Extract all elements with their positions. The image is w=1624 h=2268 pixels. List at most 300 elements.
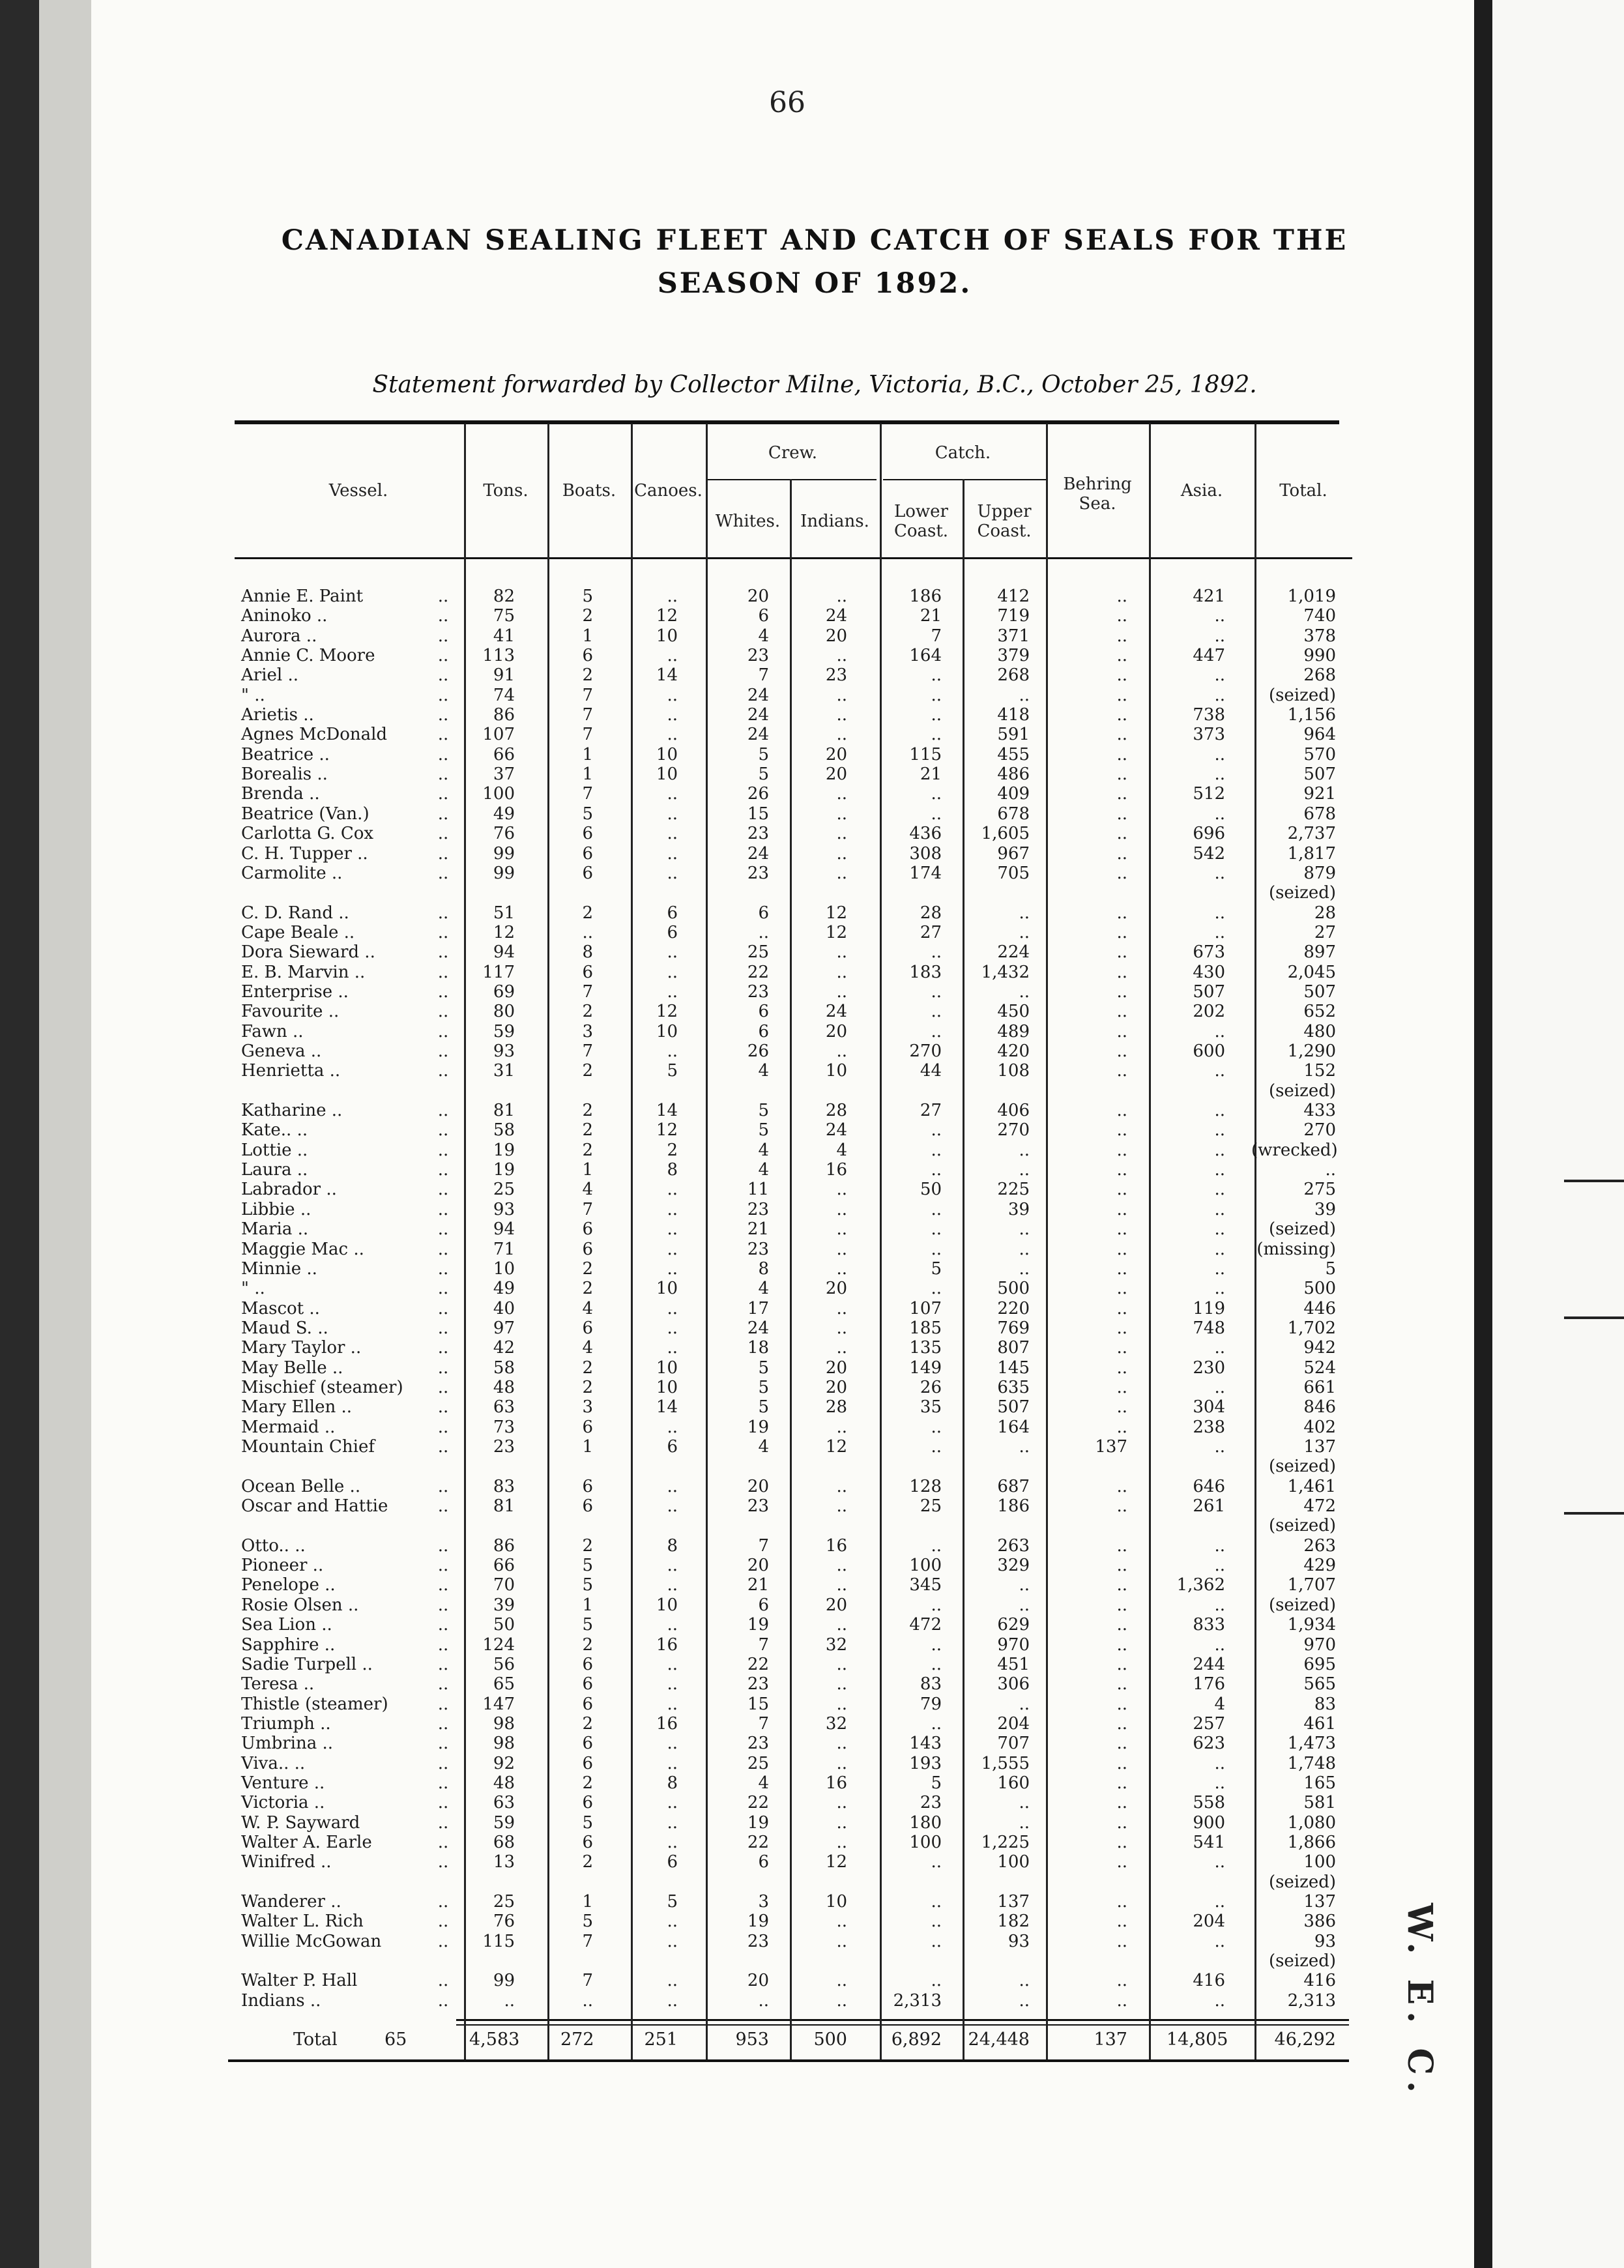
lower-coast-cell: 174 [909,864,942,883]
indians-cell: 4 [836,1141,847,1160]
lower-coast-cell: 436 [909,824,942,843]
asia-cell: .. [1214,1991,1225,2011]
tons-cell: 10 [493,1259,515,1279]
vessel-name: Sea Lion .. [241,1615,332,1635]
upper-coast-cell: .. [1019,1141,1030,1160]
tons-cell: 25 [493,1892,515,1912]
tons-cell: 59 [493,1813,515,1833]
upper-coast-cell: 807 [997,1338,1030,1358]
upper-coast-cell: .. [1019,1575,1030,1595]
lower-coast-cell: 5 [931,1259,942,1279]
leader-dots: .. [437,1240,449,1259]
asia-cell: .. [1214,1338,1225,1358]
indians-cell: .. [836,1575,847,1595]
total-cell: 897 [1303,942,1336,962]
canoes-cell: .. [667,804,678,824]
tons-cell: 71 [493,1240,515,1259]
leader-dots: .. [437,646,449,665]
tons-cell: 12 [493,923,515,942]
total-cell: 1,473 [1287,1734,1336,1753]
indians-cell: 24 [825,1120,847,1140]
boats-cell: 6 [582,1833,593,1852]
total-boats: 272 [560,2029,594,2050]
vessel-name: " .. [241,686,265,705]
total-cell: 1,866 [1287,1833,1336,1852]
table-row [0,1615,1624,1635]
indians-cell: 20 [825,1022,847,1041]
canoes-cell: 5 [667,1061,678,1081]
asia-cell: .. [1214,804,1225,824]
table-row [0,1833,1624,1852]
tons-cell: 80 [493,1002,515,1021]
behring-sea-cell: .. [1116,784,1127,804]
table-row [0,1358,1624,1378]
leader-dots: .. [437,1496,449,1516]
indians-cell: .. [836,804,847,824]
tons-cell: 99 [493,1971,515,1990]
vessel-name: Katharine .. [241,1101,343,1120]
total-cell: (seized) [1268,1595,1336,1615]
vessel-name: Teresa .. [241,1674,315,1694]
asia-cell: .. [1214,1120,1225,1140]
behring-sea-cell: .. [1116,1279,1127,1298]
total-cell: (seized) [1268,883,1336,903]
behring-sea-cell: .. [1116,725,1127,744]
asia-cell: .. [1214,1279,1225,1298]
boats-cell: 6 [582,1318,593,1338]
crew-span-rule [707,479,877,480]
vessel-name: Otto.. .. [241,1536,306,1556]
behring-sea-cell: .. [1116,824,1127,843]
tons-cell: 49 [493,804,515,824]
behring-sea-cell: .. [1116,646,1127,665]
boats-cell: 6 [582,1754,593,1773]
behring-sea-cell: .. [1116,1418,1127,1437]
boats-cell: 5 [582,1912,593,1931]
boats-cell: 5 [582,1575,593,1595]
table-row [0,864,1624,883]
total-upper-coast: 24,448 [968,2029,1030,2050]
behring-sea-cell: .. [1116,626,1127,646]
header-bottom-rule [235,557,1352,559]
total-cell: 165 [1303,1773,1336,1793]
table-row [0,725,1624,744]
leader-dots: .. [437,1635,449,1655]
total-cell: 263 [1303,1536,1336,1556]
vessel-name: Pioneer .. [241,1556,324,1575]
asia-cell: 261 [1193,1496,1225,1516]
asia-cell: 738 [1193,705,1225,725]
total-cell: 268 [1303,665,1336,685]
behring-sea-cell: .. [1116,1041,1127,1061]
leader-dots: .. [437,764,449,784]
indians-cell: .. [836,1734,847,1753]
upper-coast-cell: 329 [997,1556,1030,1575]
indians-cell: 32 [825,1635,847,1655]
behring-sea-cell: 137 [1095,1437,1127,1457]
canoes-cell: 10 [656,1358,678,1378]
lower-coast-cell: 26 [920,1378,942,1397]
boats-cell: 6 [582,646,593,665]
vessel-name: Kate.. .. [241,1120,308,1140]
behring-sea-cell: .. [1116,1615,1127,1635]
asia-cell: 257 [1193,1714,1225,1734]
total-cell: (seized) [1268,1457,1336,1476]
boats-cell: 6 [582,1655,593,1674]
tons-cell: 41 [493,626,515,646]
whites-cell: 24 [747,725,769,744]
boats-cell: 7 [582,784,593,804]
table-row [0,745,1624,764]
boats-cell: 2 [582,1714,593,1734]
vessel-name: Rosie Olsen .. [241,1595,359,1615]
boats-cell: 2 [582,1259,593,1279]
boats-cell: 6 [582,1418,593,1437]
canoes-cell: .. [667,686,678,705]
leader-dots: .. [437,1556,449,1575]
whites-cell: 15 [747,1694,769,1714]
upper-coast-cell: .. [1019,1991,1030,2011]
whites-cell: 20 [747,1477,769,1496]
canoes-cell: .. [667,1971,678,1990]
indians-cell: .. [836,725,847,744]
canoes-cell: 10 [656,1279,678,1298]
vessel-name: Aurora .. [241,626,317,646]
leader-dots: .. [437,1971,449,1990]
whites-cell: 8 [758,1259,769,1279]
page-number: 66 [769,86,805,119]
indians-cell: .. [836,1694,847,1714]
behring-sea-cell: .. [1116,1595,1127,1615]
page-title-line2: SEASON OF 1892. [657,267,972,300]
asia-cell: .. [1214,903,1225,923]
vessel-name: Sapphire .. [241,1635,336,1655]
behring-sea-cell: .. [1116,1496,1127,1516]
tons-cell: 59 [493,1022,515,1041]
canoes-cell: 14 [656,1397,678,1417]
table-row [0,1101,1624,1120]
asia-cell: 244 [1193,1655,1225,1674]
behring-sea-cell: .. [1116,942,1127,962]
vessel-name: C. H. Tupper .. [241,844,368,864]
whites-cell: 6 [758,903,769,923]
upper-coast-cell: 507 [997,1397,1030,1417]
upper-coast-cell: 186 [997,1496,1030,1516]
vessel-name: Beatrice (Van.) [241,804,370,824]
whites-cell: 21 [747,1575,769,1595]
lower-coast-cell: .. [931,804,942,824]
canoes-cell: .. [667,1219,678,1239]
table-row [0,784,1624,804]
header-boats: Boats. [562,481,616,501]
indians-cell: 20 [825,1595,847,1615]
behring-sea-cell: .. [1116,1833,1127,1852]
behring-sea-cell: .. [1116,1813,1127,1833]
indians-cell: .. [836,1971,847,1990]
total-cell: 402 [1303,1418,1336,1437]
whites-cell: 5 [758,764,769,784]
header-behring-sea [1046,474,1149,514]
vessel-name: Enterprise .. [241,982,349,1002]
boats-cell: 2 [582,903,593,923]
indians-cell: .. [836,1833,847,1852]
tons-cell: 74 [493,686,515,705]
tons-cell: 99 [493,864,515,883]
lower-coast-cell: 135 [909,1338,942,1358]
boats-cell: 7 [582,982,593,1002]
boats-cell: 2 [582,1635,593,1655]
canoes-cell: .. [667,824,678,843]
upper-coast-cell: 687 [997,1477,1030,1496]
total-cell: 152 [1303,1061,1336,1081]
vessel-name: E. B. Marvin .. [241,963,366,982]
total-cell: 93 [1314,1932,1336,1951]
whites-cell: .. [758,923,769,942]
canoes-cell: .. [667,1556,678,1575]
total-cell: 970 [1303,1635,1336,1655]
leader-dots: .. [437,982,449,1002]
total-whites: 953 [735,2029,769,2050]
indians-cell: 16 [825,1160,847,1180]
asia-cell: .. [1214,745,1225,764]
tons-cell: 58 [493,1120,515,1140]
leader-dots: .. [437,1418,449,1437]
leader-dots: .. [437,1714,449,1734]
vessel-name: Minnie .. [241,1259,317,1279]
canoes-cell: 12 [656,606,678,626]
boats-cell: 7 [582,1932,593,1951]
asia-cell: .. [1214,1595,1225,1615]
table-row [0,587,1624,606]
whites-cell: 22 [747,1655,769,1674]
behring-sea-cell: .. [1116,705,1127,725]
behring-sea-cell: .. [1116,1240,1127,1259]
lower-coast-cell: .. [931,1200,942,1219]
behring-sea-cell: .. [1116,1773,1127,1793]
asia-cell: 673 [1193,942,1225,962]
table-row [0,1951,1624,1971]
vessel-name: C. D. Rand .. [241,903,349,923]
total-cell: 500 [1303,1279,1336,1298]
lower-coast-cell: 27 [920,923,942,942]
lower-coast-cell: 308 [909,844,942,864]
header-upper-coast [963,502,1046,541]
table-row [0,1793,1624,1812]
vessel-name: Dora Sieward .. [241,942,375,962]
boats-cell: 1 [582,1892,593,1912]
leader-dots: .. [437,804,449,824]
whites-cell: 23 [747,646,769,665]
behring-sea-cell: .. [1116,1971,1127,1990]
leader-dots: .. [437,1734,449,1753]
table-row [0,1773,1624,1793]
total-cell: 695 [1303,1655,1336,1674]
canoes-cell: 16 [656,1714,678,1734]
tons-cell: 19 [493,1160,515,1180]
canoes-cell: .. [667,646,678,665]
indians-cell: .. [836,1615,847,1635]
leader-dots: .. [437,1773,449,1793]
tons-cell: 48 [493,1378,515,1397]
leader-dots: .. [437,1002,449,1021]
leader-dots: .. [437,942,449,962]
vessel-name: Libbie .. [241,1200,312,1219]
vessel-name: Beatrice .. [241,745,330,764]
vessel-name: Lottie .. [241,1141,308,1160]
upper-coast-cell: .. [1019,1259,1030,1279]
lower-coast-cell: 100 [909,1833,942,1852]
leader-dots: .. [437,1991,449,2011]
lower-coast-cell: 107 [909,1299,942,1318]
table-row [0,824,1624,843]
behring-sea-cell: .. [1116,1477,1127,1496]
lower-coast-cell: .. [931,1714,942,1734]
indians-cell: .. [836,864,847,883]
leader-dots: .. [437,1397,449,1417]
canoes-cell: .. [667,1932,678,1951]
boats-cell: 4 [582,1338,593,1358]
total-cell: 416 [1303,1971,1336,1990]
indians-cell: 16 [825,1536,847,1556]
whites-cell: 23 [747,864,769,883]
total-canoes: 251 [644,2029,678,2050]
vessel-name: Annie C. Moore [241,646,375,665]
upper-coast-cell: .. [1019,1160,1030,1180]
upper-coast-cell: 224 [997,942,1030,962]
table-bottom-rule [228,2059,1349,2062]
table-row [0,1299,1624,1318]
total-cell: 1,934 [1287,1615,1336,1635]
whites-cell: 20 [747,1971,769,1990]
table-row [0,844,1624,864]
vessel-name: Walter L. Rich [241,1912,364,1931]
whites-cell: 6 [758,1022,769,1041]
behring-sea-cell: .. [1116,587,1127,606]
vessel-name: Mary Taylor .. [241,1338,362,1358]
tons-cell: 117 [482,963,515,982]
canoes-cell: .. [667,1041,678,1061]
boats-cell: 8 [582,942,593,962]
tons-cell: 73 [493,1418,515,1437]
boats-cell: 5 [582,804,593,824]
lower-coast-cell: 345 [909,1575,942,1595]
vessel-name: Carmolite .. [241,864,343,883]
lower-coast-cell: 115 [909,745,942,764]
upper-coast-cell: 705 [997,864,1030,883]
behring-sea-cell: .. [1116,1299,1127,1318]
table-row [0,1932,1624,1951]
tons-cell: 92 [493,1754,515,1773]
indians-cell: .. [836,1338,847,1358]
canoes-cell: 16 [656,1635,678,1655]
behring-sea-cell: .. [1116,1991,1127,2011]
total-cell: 581 [1303,1793,1336,1812]
behring-sea-cell: .. [1116,1022,1127,1041]
table-row [0,1160,1624,1180]
indians-cell: 24 [825,606,847,626]
asia-cell: .. [1214,1240,1225,1259]
upper-coast-cell: 489 [997,1022,1030,1041]
lower-coast-cell: 23 [920,1793,942,1812]
whites-cell: 5 [758,1120,769,1140]
leader-dots: .. [437,1754,449,1773]
asia-cell: 238 [1193,1418,1225,1437]
boats-cell: 5 [582,1813,593,1833]
boats-cell: 1 [582,764,593,784]
tons-cell: 94 [493,1219,515,1239]
indians-cell: 28 [825,1101,847,1120]
canoes-cell: 8 [667,1536,678,1556]
canoes-cell: 10 [656,745,678,764]
lower-coast-cell: 35 [920,1397,942,1417]
boats-cell: .. [582,1991,593,2011]
indians-cell: 20 [825,1279,847,1298]
total-cell: 1,702 [1287,1318,1336,1338]
total-cell: 990 [1303,646,1336,665]
vessel-name: " .. [241,1279,265,1298]
total-cell: 137 [1303,1437,1336,1457]
asia-cell: .. [1214,686,1225,705]
total-cell: 378 [1303,626,1336,646]
leader-dots: .. [437,626,449,646]
vessel-name: Thistle (steamer) [241,1694,388,1714]
upper-coast-cell: .. [1019,1595,1030,1615]
margin-stamp: W. E. C. [1400,1903,1440,2099]
leader-dots: .. [437,1477,449,1496]
upper-coast-cell: 450 [997,1002,1030,1021]
whites-cell: 22 [747,963,769,982]
table-row [0,1338,1624,1358]
indians-cell: 32 [825,1714,847,1734]
canoes-cell: .. [667,982,678,1002]
upper-coast-cell: 629 [997,1615,1030,1635]
asia-cell: 421 [1193,587,1225,606]
table-row [0,1655,1624,1674]
header-lower-line2: Coast. [893,521,949,541]
lower-coast-cell: 21 [920,764,942,784]
boats-cell: 1 [582,745,593,764]
canoes-cell: .. [667,1338,678,1358]
boats-cell: 7 [582,686,593,705]
boats-cell: 1 [582,1595,593,1615]
canoes-cell: .. [667,1299,678,1318]
upper-coast-cell: 39 [1008,1200,1030,1219]
upper-coast-cell: 418 [997,705,1030,725]
upper-coast-cell: .. [1019,903,1030,923]
lower-coast-cell: .. [931,1120,942,1140]
vessel-name: Maud S. .. [241,1318,328,1338]
boats-cell: 2 [582,1141,593,1160]
table-row [0,1595,1624,1615]
whites-cell: 5 [758,1378,769,1397]
upper-coast-cell: 204 [997,1714,1030,1734]
upper-coast-cell: 306 [997,1674,1030,1694]
asia-cell: 507 [1193,982,1225,1002]
asia-cell: .. [1214,1932,1225,1951]
canoes-cell: .. [667,844,678,864]
canoes-cell: 5 [667,1892,678,1912]
indians-cell: .. [836,1496,847,1516]
lower-coast-cell: 143 [909,1734,942,1753]
asia-cell: .. [1214,923,1225,942]
lower-coast-cell: 164 [909,646,942,665]
lower-coast-cell: 50 [920,1180,942,1199]
lower-coast-cell: 193 [909,1754,942,1773]
vessel-name: W. P. Sayward [241,1813,360,1833]
canoes-cell: .. [667,1259,678,1279]
total-cell: 678 [1303,804,1336,824]
asia-cell: .. [1214,1754,1225,1773]
